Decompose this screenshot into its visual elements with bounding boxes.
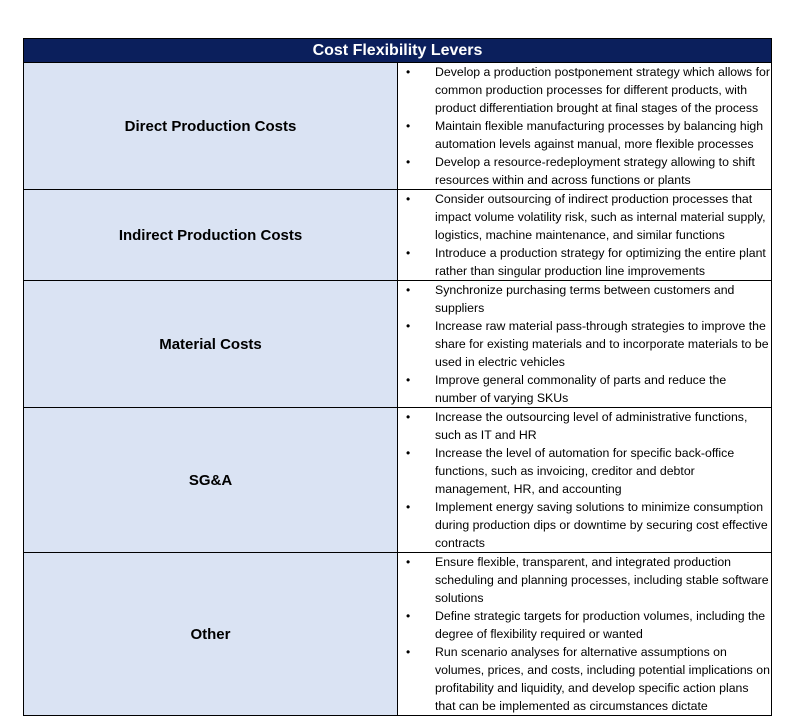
list-item (398, 317, 771, 371)
lever-text: Increase the level of automation for specific back-office functions, such as invoicing, creditor and debtor management, HR, and accounting (435, 446, 735, 496)
lever-text: Develop a production postponement strategy which allows for common production processes for different products, with product differentiation brought at final stages of the process (435, 65, 770, 115)
category-label: Direct Production Costs (24, 63, 398, 190)
lever-text: Increase the outsourcing level of administrative functions, such as IT and HR (435, 410, 748, 442)
bullet-icon: • (406, 555, 411, 569)
category-label: Indirect Production Costs (24, 190, 398, 281)
lever-text: Consider outsourcing of indirect production processes that impact volume volatility risk, such as internal material supply, logistics, machine maintenance, and similar functions (435, 192, 766, 242)
category-label: SG&A (24, 408, 398, 553)
lever-list (398, 190, 771, 280)
lever-list-cell (398, 190, 772, 281)
lever-text: Maintain flexible manufacturing processes by balancing high automation levels against manual, more flexible processes (435, 119, 764, 151)
category-label: Other (24, 553, 398, 716)
bullet-icon: • (406, 65, 411, 79)
lever-list (398, 408, 771, 552)
table-row (24, 408, 772, 553)
list-item (398, 498, 771, 552)
list-item (398, 371, 771, 407)
cost-flexibility-table (23, 38, 772, 716)
table-header-row (24, 39, 772, 63)
lever-text: Run scenario analyses for alternative assumptions on volumes, prices, and costs, including potential implications on profitability and liquidity, and develop specific action plans that can be implemented as circumstances dictate (435, 645, 770, 713)
list-item (398, 607, 771, 643)
category-label: Material Costs (24, 281, 398, 408)
list-item (398, 190, 771, 244)
bullet-icon: • (406, 410, 411, 424)
lever-list (398, 63, 771, 189)
lever-list-cell (398, 408, 772, 553)
list-item (398, 153, 771, 189)
lever-list (398, 553, 771, 715)
bullet-icon: • (406, 119, 411, 133)
lever-text: Synchronize purchasing terms between customers and suppliers (435, 283, 735, 315)
bullet-icon: • (406, 192, 411, 206)
table-row (24, 281, 772, 408)
bullet-icon: • (406, 609, 411, 623)
lever-text: Improve general commonality of parts and reduce the number of varying SKUs (435, 373, 727, 405)
list-item (398, 117, 771, 153)
list-item (398, 281, 771, 317)
lever-list-cell (398, 281, 772, 408)
lever-text: Implement energy saving solutions to minimize consumption during production dips or downtime by securing cost effective contracts (435, 500, 768, 550)
lever-text: Develop a resource-redeployment strategy allowing to shift resources within and across functions or plants (435, 155, 755, 187)
lever-list-cell (398, 553, 772, 716)
table-row (24, 63, 772, 190)
bullet-icon: • (406, 373, 411, 387)
lever-text: Introduce a production strategy for optimizing the entire plant rather than singular production line improvements (435, 246, 766, 278)
bullet-icon: • (406, 446, 411, 460)
table-body (24, 63, 772, 716)
bullet-icon: • (406, 500, 411, 514)
list-item (398, 63, 771, 117)
list-item (398, 444, 771, 498)
lever-text: Increase raw material pass-through strategies to improve the share for existing materials and to incorporate materials to be used in electric vehicles (435, 319, 769, 369)
lever-list (398, 281, 771, 407)
table-row (24, 553, 772, 716)
bullet-icon: • (406, 246, 411, 260)
list-item (398, 643, 771, 715)
bullet-icon: • (406, 155, 411, 169)
lever-text: Define strategic targets for production volumes, including the degree of flexibility required or wanted (435, 609, 766, 641)
list-item (398, 244, 771, 280)
bullet-icon: • (406, 283, 411, 297)
table-row (24, 190, 772, 281)
bullet-icon: • (406, 645, 411, 659)
lever-list-cell (398, 63, 772, 190)
list-item (398, 408, 771, 444)
bullet-icon: • (406, 319, 411, 333)
lever-text: Ensure flexible, transparent, and integrated production scheduling and planning processes, including stable software solutions (435, 555, 769, 605)
table-title: Cost Flexibility Levers (24, 39, 772, 63)
list-item (398, 553, 771, 607)
